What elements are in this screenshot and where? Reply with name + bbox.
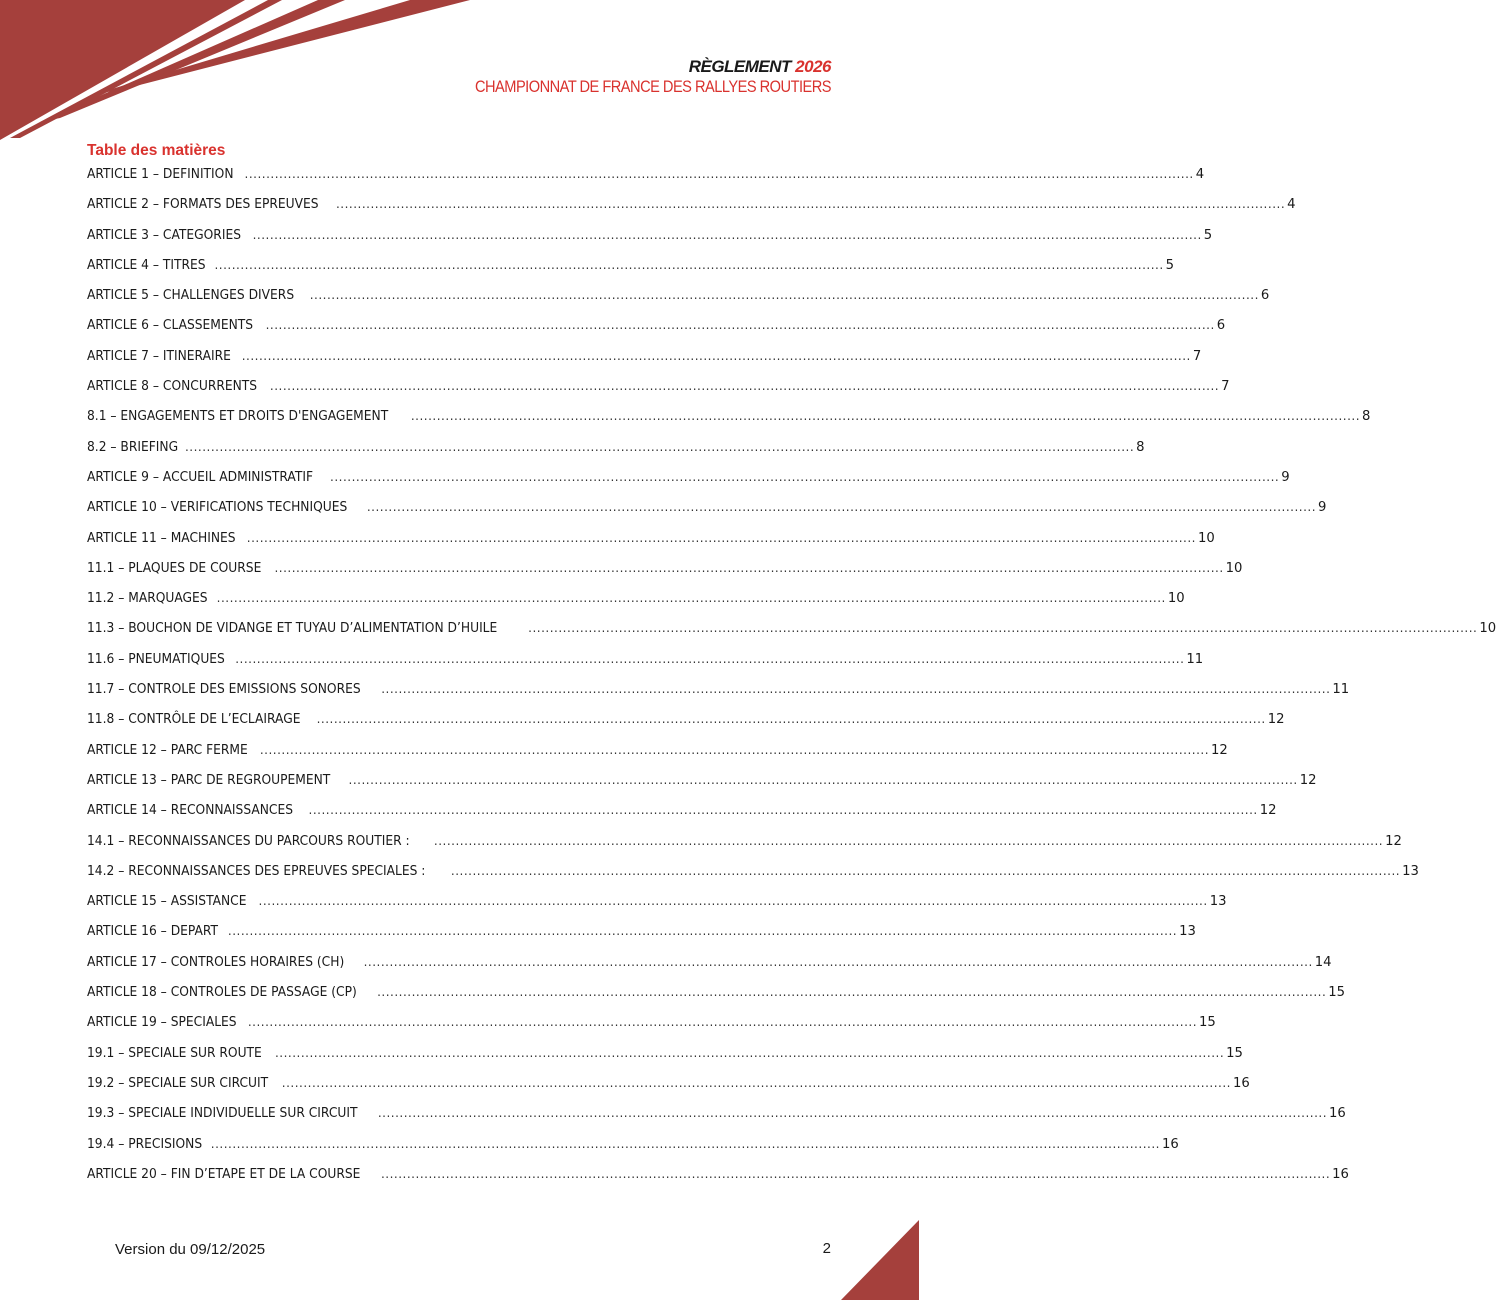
toc-entry-label: ARTICLE 6 – CLASSEMENTS: [87, 318, 254, 334]
toc-entry-leader-dots: ............................................................................................................................................................................................................................: [247, 1015, 1198, 1030]
toc-entry-label: ARTICLE 1 – DEFINITION: [87, 167, 234, 182]
toc-entry[interactable]: [87, 314, 1226, 344]
header-title-prefix: RÈGLEMENT: [688, 57, 791, 76]
toc-entry[interactable]: [87, 708, 1285, 738]
toc-entry-page: 5: [1165, 257, 1175, 273]
toc-entry-label: ARTICLE 16 – DEPART: [87, 924, 219, 940]
toc-entry-page: 16: [1332, 1166, 1349, 1182]
toc-entry-label: 19.1 – SPECIALE SUR ROUTE: [87, 1045, 262, 1061]
toc-entry[interactable]: [87, 951, 1332, 981]
toc-entry-label: ARTICLE 15 – ASSISTANCE: [87, 894, 247, 910]
toc-entry-leader-dots: ............................................................................................................................................................................................................................: [335, 197, 1286, 212]
toc-entry[interactable]: [87, 284, 1270, 314]
toc-entry-leader-dots: ............................................................................................................................................................................................................................: [348, 772, 1298, 787]
toc-entry-leader-dots: ............................................................................................................................................................................................................................: [366, 500, 1317, 515]
toc-entry-label: 11.8 – CONTRÔLE DE L’ECLAIRAGE: [87, 712, 301, 728]
toc-entry-label: ARTICLE 8 – CONCURRENTS: [87, 379, 258, 395]
footer-version: Version du 09/12/2025: [115, 1241, 266, 1258]
header-title: [417, 58, 831, 76]
toc-entry-label: 11.2 – MARQUAGES: [87, 591, 208, 607]
toc-entry-leader-dots: ............................................................................................................................................................................................................................: [381, 682, 1331, 697]
toc-entry-label: ARTICLE 9 – ACCUEIL ADMINISTRATIF: [87, 469, 314, 485]
toc-entry[interactable]: [87, 193, 1296, 223]
toc-entry-label: ARTICLE 10 – VERIFICATIONS TECHNIQUES: [87, 500, 348, 516]
toc-entry-leader-dots: ............................................................................................................................................................................................................................: [235, 651, 1185, 666]
toc-entry-leader-dots: ............................................................................................................................................................................................................................: [281, 1075, 1231, 1090]
toc-entry[interactable]: [87, 405, 1371, 435]
toc-entry-leader-dots: ............................................................................................................................................................................................................................: [316, 712, 1266, 727]
toc-entry[interactable]: [87, 557, 1243, 587]
toc-entry-page: 12: [1299, 772, 1317, 788]
toc-entry-page: 8: [1136, 439, 1145, 455]
toc-entry[interactable]: [87, 527, 1215, 557]
toc-entry-page: 4: [1287, 197, 1296, 213]
toc-entry-label: 8.1 – ENGAGEMENTS ET DROITS D'ENGAGEMENT: [87, 409, 389, 425]
toc-entry-leader-dots: ............................................................................................................................................................................................................................: [246, 530, 1196, 545]
toc-entry-label: 11.3 – BOUCHON DE VIDANGE ET TUYAU D’ALIMENTATION D’HUILE: [87, 621, 498, 637]
toc-entry-page: 10: [1479, 621, 1496, 637]
toc-entry-page: 10: [1225, 560, 1243, 576]
toc-entry-page: 15: [1199, 1015, 1216, 1031]
toc-entry-page: 13: [1402, 863, 1419, 879]
toc-entry-label: ARTICLE 19 – SPECIALES: [87, 1015, 237, 1031]
toc-entry-label: ARTICLE 18 – CONTROLES DE PASSAGE (CP): [87, 985, 357, 1001]
toc-entry-page: 10: [1167, 591, 1185, 607]
toc-entry-leader-dots: ............................................................................................................................................................................................................................: [450, 863, 1401, 878]
toc-entry-page: 8: [1362, 409, 1371, 425]
toc-entry-leader-dots: ............................................................................................................................................................................................................................: [210, 1136, 1160, 1151]
toc-entry[interactable]: [87, 890, 1227, 920]
toc-title: Table des matières: [87, 142, 226, 159]
toc-entry[interactable]: [87, 1042, 1243, 1072]
header-subtitle: CHAMPIONNAT DE FRANCE DES RALLYES ROUTIERS: [474, 77, 831, 96]
toc-entry[interactable]: [87, 1102, 1346, 1132]
toc-entry-page: 5: [1203, 227, 1213, 243]
toc-entry[interactable]: [87, 799, 1277, 829]
toc-entry[interactable]: [87, 587, 1185, 617]
toc-entry-page: 12: [1385, 833, 1402, 849]
toc-entry-label: 8.2 – BRIEFING: [87, 439, 179, 455]
toc-entry-label: ARTICLE 11 – MACHINES: [87, 530, 236, 546]
toc-entry-leader-dots: ............................................................................................................................................................................................................................: [244, 167, 1194, 181]
toc-entry-label: 11.7 – CONTROLE DES EMISSIONS SONORES: [87, 682, 361, 698]
toc-entry[interactable]: [87, 224, 1213, 254]
toc-entry-page: 11: [1332, 682, 1350, 698]
toc-entry-page: 11: [1186, 651, 1204, 667]
toc-entry-page: 4: [1195, 167, 1205, 182]
toc-entry-leader-dots: ............................................................................................................................................................................................................................: [269, 379, 1220, 394]
toc-list: [87, 163, 1496, 1193]
toc-entry-leader-dots: ............................................................................................................................................................................................................................: [410, 409, 1361, 424]
toc-entry-label: 19.3 – SPECIALE INDIVIDUELLE SUR CIRCUIT: [87, 1106, 358, 1122]
toc-entry[interactable]: [87, 1072, 1250, 1102]
toc-entry[interactable]: [87, 920, 1196, 950]
corner-stripes-decoration: [0, 0, 470, 145]
toc-entry-page: 14: [1314, 954, 1332, 970]
toc-entry-leader-dots: ............................................................................................................................................................................................................................: [265, 318, 1215, 333]
toc-entry-page: 10: [1197, 530, 1215, 546]
toc-entry-page: 16: [1232, 1075, 1250, 1091]
toc-entry[interactable]: [87, 981, 1346, 1011]
toc-entry-label: 19.2 – SPECIALE SUR CIRCUIT: [87, 1075, 269, 1091]
toc-entry-leader-dots: ............................................................................................................................................................................................................................: [259, 742, 1210, 757]
toc-entry-leader-dots: ............................................................................................................................................................................................................................: [309, 288, 1259, 303]
toc-entry-leader-dots: ............................................................................................................................................................................................................................: [184, 439, 1135, 454]
toc-entry-page: 7: [1192, 348, 1202, 364]
toc-entry-leader-dots: ............................................................................................................................................................................................................................: [377, 985, 1327, 1000]
toc-entry-label: ARTICLE 3 – CATEGORIES: [87, 227, 241, 243]
toc-entry[interactable]: [87, 1163, 1349, 1193]
toc-entry-leader-dots: ............................................................................................................................................................................................................................: [252, 227, 1202, 242]
toc-entry[interactable]: [87, 769, 1317, 799]
header-title-year: 2026: [795, 57, 831, 76]
toc-entry-page: 9: [1318, 500, 1327, 516]
toc-entry-label: 11.1 – PLAQUES DE COURSE: [87, 560, 262, 576]
toc-entry-label: ARTICLE 5 – CHALLENGES DIVERS: [87, 288, 295, 304]
toc-entry-leader-dots: ............................................................................................................................................................................................................................: [241, 348, 1191, 363]
toc-entry-leader-dots: ............................................................................................................................................................................................................................: [274, 1045, 1225, 1060]
toc-entry[interactable]: [87, 830, 1402, 860]
toc-entry-leader-dots: ............................................................................................................................................................................................................................: [274, 560, 1224, 575]
toc-entry-leader-dots: ............................................................................................................................................................................................................................: [258, 894, 1208, 909]
toc-entry-page: 12: [1259, 803, 1277, 819]
document-header: [417, 58, 831, 98]
toc-entry-page: 12: [1211, 742, 1228, 758]
toc-entry-leader-dots: ............................................................................................................................................................................................................................: [308, 803, 1258, 818]
toc-entry-leader-dots: ............................................................................................................................................................................................................................: [214, 257, 1164, 272]
toc-entry-page: 15: [1226, 1045, 1243, 1061]
toc-entry[interactable]: [87, 678, 1350, 708]
toc-entry[interactable]: [87, 496, 1327, 526]
toc-entry[interactable]: [87, 1011, 1216, 1041]
toc-entry-label: ARTICLE 14 – RECONNAISSANCES: [87, 803, 294, 819]
toc-entry-label: 14.2 – RECONNAISSANCES DES EPREUVES SPECIALES :: [87, 863, 426, 879]
toc-entry[interactable]: [87, 1133, 1179, 1163]
toc-entry[interactable]: [87, 617, 1496, 647]
corner-triangle-decoration: [819, 1220, 919, 1300]
toc-entry-page: 6: [1216, 318, 1226, 334]
toc-entry-leader-dots: ............................................................................................................................................................................................................................: [377, 1106, 1328, 1121]
toc-entry[interactable]: [87, 163, 1205, 193]
toc-entry[interactable]: [87, 436, 1145, 466]
toc-entry[interactable]: [87, 375, 1230, 405]
toc-entry-leader-dots: ............................................................................................................................................................................................................................: [433, 833, 1384, 848]
toc-entry-page: 12: [1267, 712, 1285, 728]
toc-entry-label: ARTICLE 2 – FORMATS DES EPREUVES: [87, 197, 319, 213]
toc-entry-label: ARTICLE 17 – CONTROLES HORAIRES (CH): [87, 954, 345, 970]
toc-entry[interactable]: [87, 860, 1419, 890]
toc-entry[interactable]: [87, 345, 1202, 375]
toc-entry[interactable]: [87, 648, 1204, 678]
toc-entry-label: ARTICLE 20 – FIN D’ETAPE ET DE LA COURSE: [87, 1166, 361, 1182]
toc-entry-label: ARTICLE 13 – PARC DE REGROUPEMENT: [87, 772, 331, 788]
toc-entry-leader-dots: ............................................................................................................................................................................................................................: [363, 954, 1313, 969]
toc-entry-leader-dots: ............................................................................................................................................................................................................................: [330, 469, 1280, 484]
toc-entry-leader-dots: ............................................................................................................................................................................................................................: [227, 924, 1178, 939]
toc-entry-page: 7: [1221, 379, 1230, 395]
toc-entry-label: 14.1 – RECONNAISSANCES DU PARCOURS ROUTIER :: [87, 833, 410, 849]
toc-entry-page: 15: [1328, 985, 1346, 1001]
toc-entry-label: ARTICLE 12 – PARC FERME: [87, 742, 248, 758]
toc-entry-page: 13: [1209, 894, 1227, 910]
toc-entry-page: 13: [1179, 924, 1196, 940]
toc-entry[interactable]: [87, 739, 1228, 769]
toc-entry-leader-dots: ............................................................................................................................................................................................................................: [216, 591, 1166, 606]
toc-entry-page: 6: [1260, 288, 1270, 304]
toc-entry-leader-dots: ............................................................................................................................................................................................................................: [528, 621, 1478, 636]
toc-entry-leader-dots: ............................................................................................................................................................................................................................: [380, 1166, 1331, 1181]
toc-entry[interactable]: [87, 254, 1175, 284]
toc-entry-page: 9: [1281, 469, 1290, 485]
toc-entry-page: 16: [1329, 1106, 1346, 1122]
toc-entry-page: 16: [1161, 1136, 1179, 1152]
toc-entry-label: ARTICLE 4 – TITRES: [87, 257, 206, 273]
toc-entry-label: ARTICLE 7 – ITINERAIRE: [87, 348, 231, 364]
toc-entry-label: 11.6 – PNEUMATIQUES: [87, 651, 225, 667]
footer-page-number: 2: [822, 1240, 831, 1257]
toc-entry-label: 19.4 – PRECISIONS: [87, 1136, 203, 1152]
toc-entry[interactable]: [87, 466, 1290, 496]
